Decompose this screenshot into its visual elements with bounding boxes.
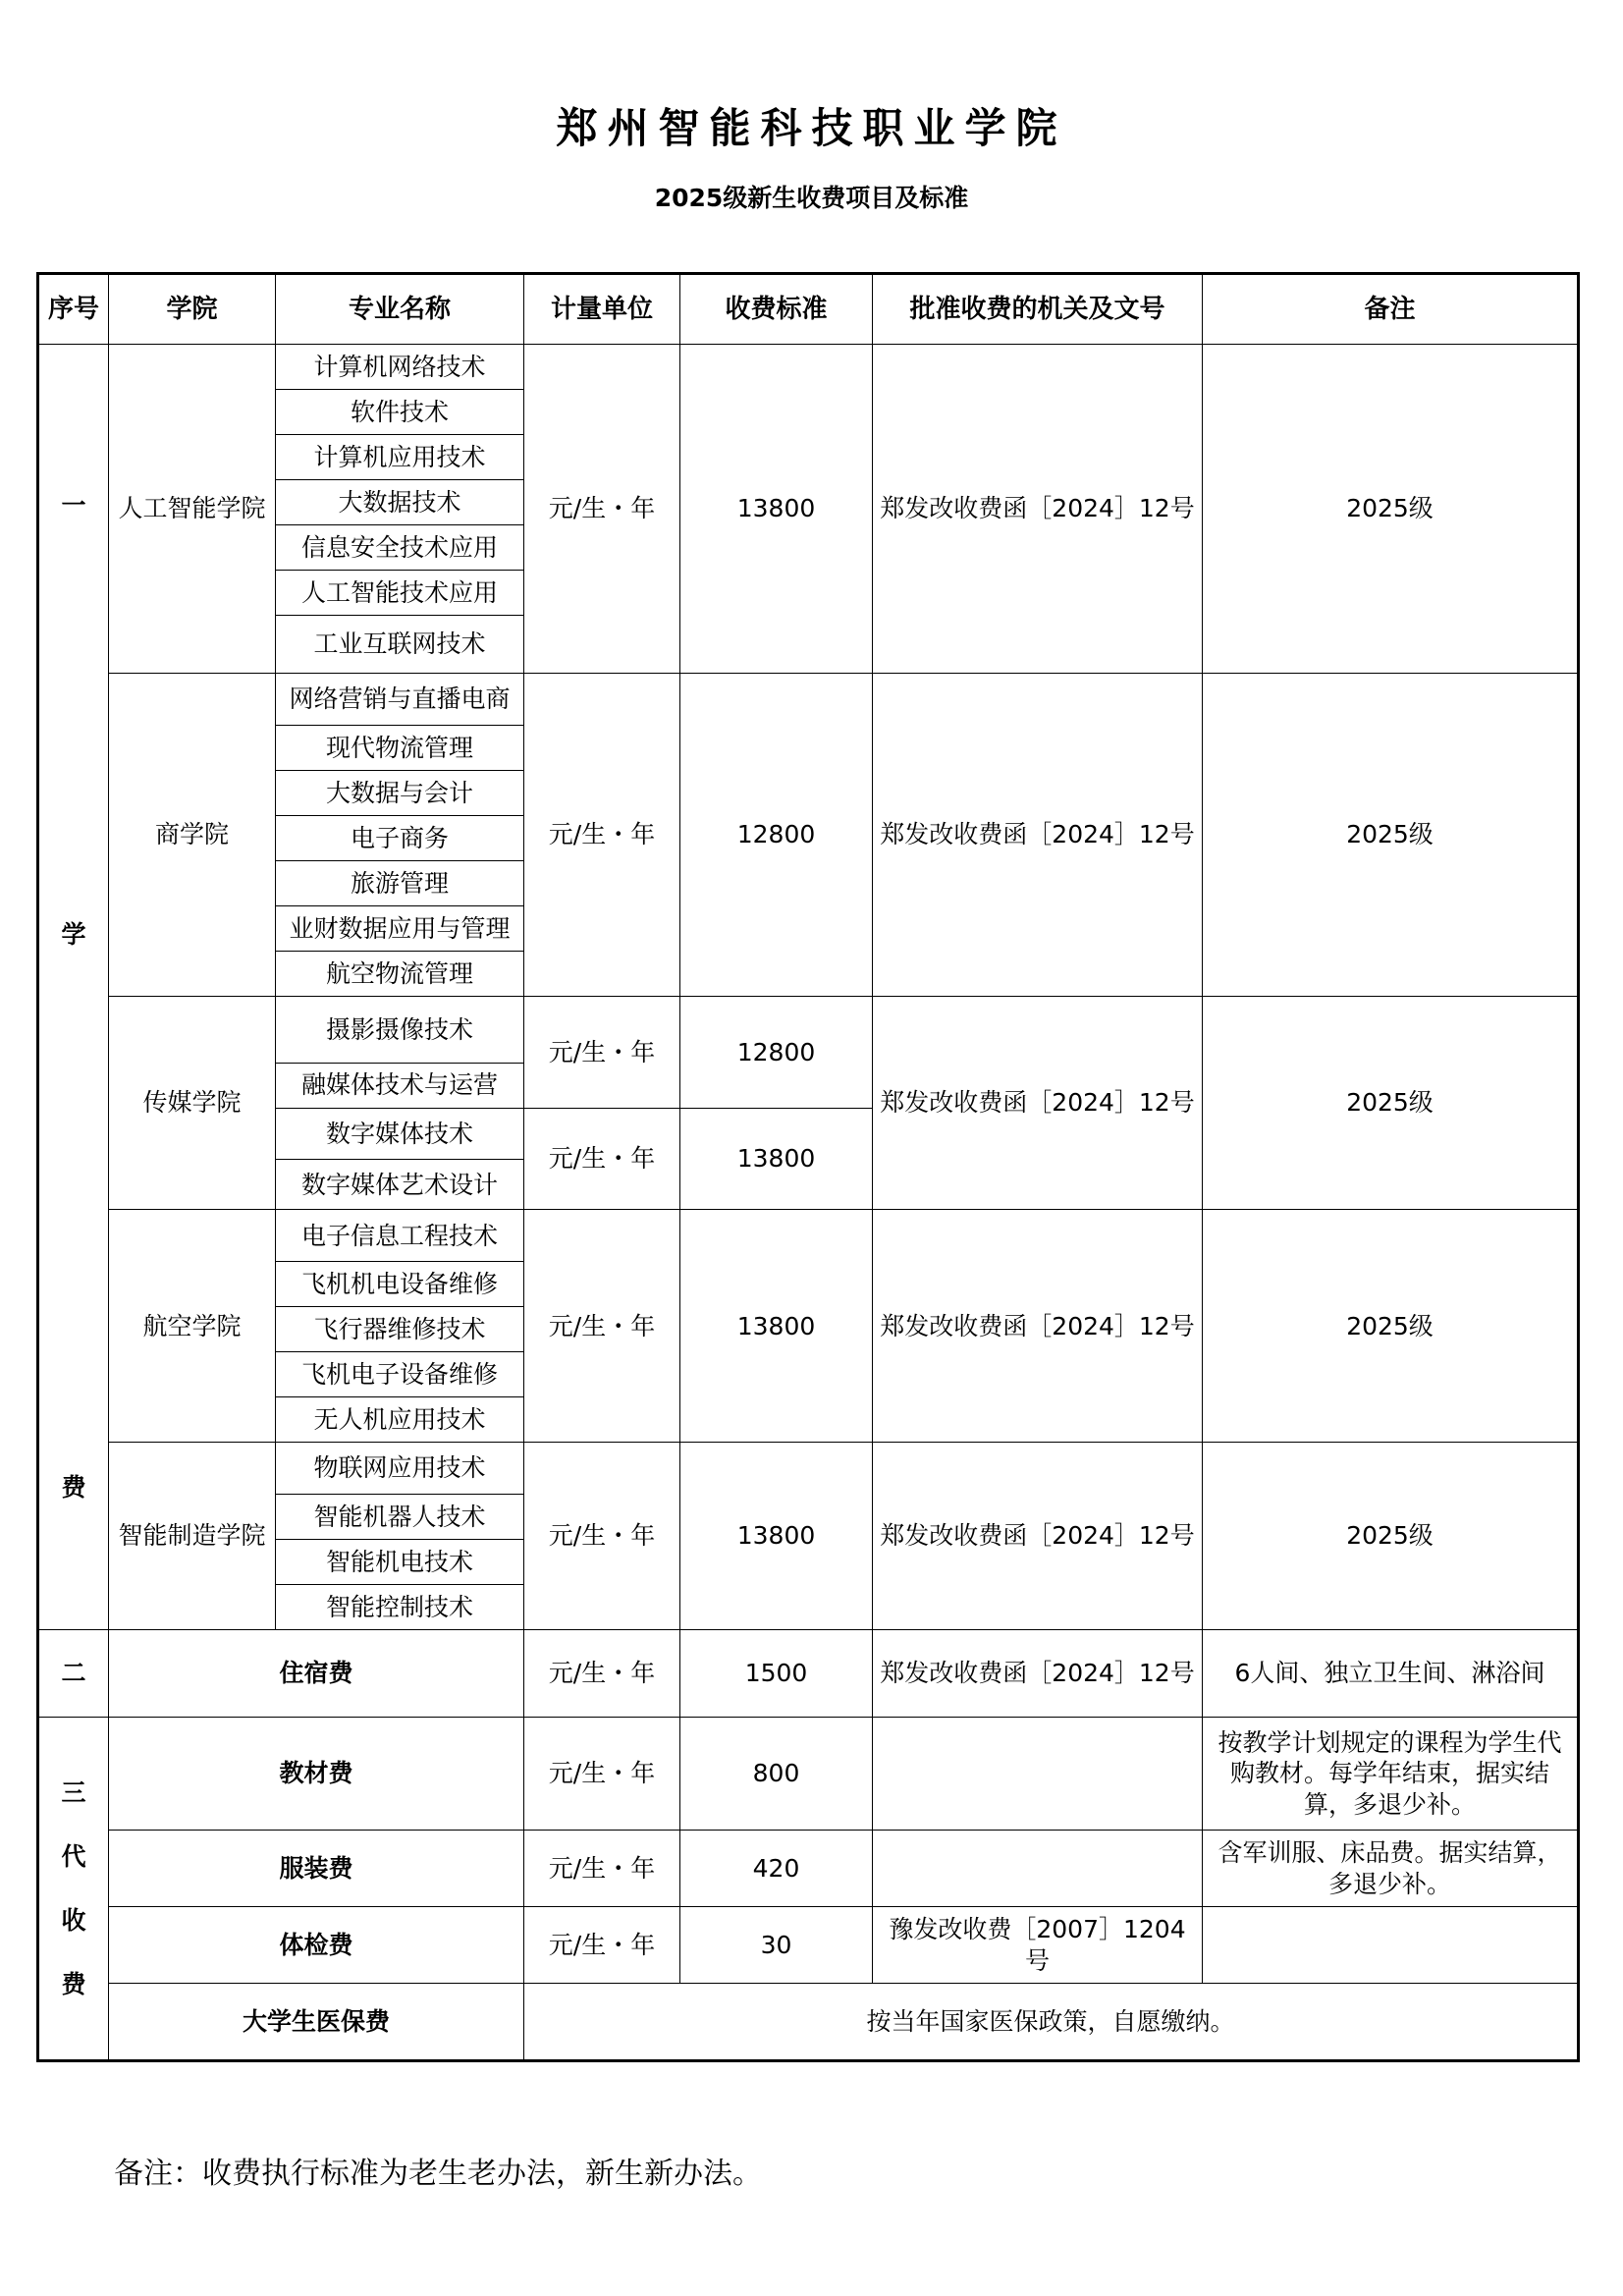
document-title: 郑州智能科技职业学院	[556, 104, 1067, 152]
fee-cell: 420	[680, 1831, 873, 1907]
fee-cell: 12800	[680, 674, 873, 997]
item-name: 体检费	[109, 1907, 524, 1984]
unit-cell: 元/生・年	[524, 345, 680, 674]
unit-cell: 元/生・年	[524, 996, 680, 1108]
fee-cell: 800	[680, 1718, 873, 1831]
fee-cell: 13800	[680, 1210, 873, 1443]
college-name: 传媒学院	[109, 996, 276, 1210]
section-1-seq	[38, 345, 109, 1630]
unit-cell: 元/生・年	[524, 1108, 680, 1210]
approval-cell	[873, 1718, 1203, 1831]
remark-cell: 2025级	[1203, 996, 1579, 1210]
major-name: 智能机器人技术	[276, 1495, 524, 1540]
table-row	[38, 1718, 1579, 1831]
major-name: 飞行器维修技术	[276, 1307, 524, 1352]
item-name: 大学生医保费	[109, 1984, 524, 2061]
section-3-seq	[38, 1718, 109, 2061]
remark-cell: 按教学计划规定的课程为学生代购教材。每学年结束，据实结算，多退少补。	[1203, 1718, 1579, 1831]
footnote: 备注：收费执行标准为老生老办法，新生新办法。	[114, 2157, 762, 2191]
header-major: 专业名称	[276, 274, 524, 345]
fee-cell: 13800	[680, 1108, 873, 1210]
major-name: 摄影摄像技术	[276, 996, 524, 1063]
major-name: 电子商务	[276, 815, 524, 860]
college-name: 智能制造学院	[109, 1443, 276, 1630]
major-name: 人工智能技术应用	[276, 571, 524, 616]
fee-cell: 13800	[680, 345, 873, 674]
fee-table	[36, 272, 1580, 2062]
remark-cell: 2025级	[1203, 1210, 1579, 1443]
unit-cell: 元/生・年	[524, 1210, 680, 1443]
section-2-seq: 二	[38, 1630, 109, 1718]
fee-cell: 1500	[680, 1630, 873, 1718]
section-3-label-char: 三	[61, 1778, 86, 1807]
major-name: 业财数据应用与管理	[276, 905, 524, 951]
major-name: 信息安全技术应用	[276, 525, 524, 571]
section-1-seq-number: 一	[61, 491, 86, 519]
unit-cell: 元/生・年	[524, 1443, 680, 1630]
insurance-note: 按当年国家医保政策，自愿缴纳。	[524, 1984, 1579, 2061]
major-name: 电子信息工程技术	[276, 1210, 524, 1262]
header-remark: 备注	[1203, 274, 1579, 345]
major-name: 智能机电技术	[276, 1540, 524, 1585]
major-name: 飞机电子设备维修	[276, 1352, 524, 1397]
approval-cell: 郑发改收费函［2024］12号	[873, 1210, 1203, 1443]
item-name: 服装费	[109, 1831, 524, 1907]
remark-cell: 含军训服、床品费。据实结算，多退少补。	[1203, 1831, 1579, 1907]
approval-cell: 郑发改收费函［2024］12号	[873, 674, 1203, 997]
section-3-label-char: 收	[61, 1906, 86, 1935]
fee-cell: 13800	[680, 1443, 873, 1630]
major-name: 物联网应用技术	[276, 1443, 524, 1495]
fee-cell: 12800	[680, 996, 873, 1108]
remark-cell: 2025级	[1203, 345, 1579, 674]
major-name: 现代物流管理	[276, 725, 524, 770]
header-unit: 计量单位	[524, 274, 680, 345]
header-college: 学院	[109, 274, 276, 345]
approval-cell: 郑发改收费函［2024］12号	[873, 996, 1203, 1210]
approval-cell: 郑发改收费函［2024］12号	[873, 345, 1203, 674]
table-row	[38, 1907, 1579, 1984]
table-row	[38, 1831, 1579, 1907]
item-name: 教材费	[109, 1718, 524, 1831]
unit-cell: 元/生・年	[524, 1718, 680, 1831]
major-name: 工业互联网技术	[276, 616, 524, 674]
item-name: 住宿费	[109, 1630, 524, 1718]
header-seq: 序号	[38, 274, 109, 345]
approval-cell: 郑发改收费函［2024］12号	[873, 1630, 1203, 1718]
remark-cell: 2025级	[1203, 1443, 1579, 1630]
major-name: 无人机应用技术	[276, 1397, 524, 1443]
unit-cell: 元/生・年	[524, 674, 680, 997]
header-row	[38, 274, 1579, 345]
remark-cell: 2025级	[1203, 674, 1579, 997]
table-row	[38, 1984, 1579, 2061]
major-name: 旅游管理	[276, 860, 524, 905]
major-name: 计算机应用技术	[276, 435, 524, 480]
major-name: 数字媒体技术	[276, 1108, 524, 1160]
section-1-label-char: 学	[61, 920, 86, 949]
approval-cell: 豫发改收费［2007］1204号	[873, 1907, 1203, 1984]
major-name: 网络营销与直播电商	[276, 674, 524, 726]
major-name: 融媒体技术与运营	[276, 1063, 524, 1108]
major-name: 软件技术	[276, 390, 524, 435]
section-3-label-char: 费	[61, 1970, 86, 1998]
section-3-label-char: 代	[61, 1842, 86, 1871]
header-fee: 收费标准	[680, 274, 873, 345]
major-name: 航空物流管理	[276, 951, 524, 996]
fee-cell: 30	[680, 1907, 873, 1984]
major-name: 智能控制技术	[276, 1585, 524, 1630]
approval-cell	[873, 1831, 1203, 1907]
college-name: 航空学院	[109, 1210, 276, 1443]
remark-cell	[1203, 1907, 1579, 1984]
unit-cell: 元/生・年	[524, 1831, 680, 1907]
table-row	[38, 345, 1579, 390]
document-subtitle: 2025级新生收费项目及标准	[654, 184, 969, 212]
remark-cell: 6人间、独立卫生间、淋浴间	[1203, 1630, 1579, 1718]
header-approval: 批准收费的机关及文号	[873, 274, 1203, 345]
major-name: 大数据技术	[276, 480, 524, 525]
unit-cell: 元/生・年	[524, 1630, 680, 1718]
major-name: 飞机机电设备维修	[276, 1262, 524, 1307]
major-name: 大数据与会计	[276, 770, 524, 815]
major-name: 数字媒体艺术设计	[276, 1160, 524, 1210]
major-name: 计算机网络技术	[276, 345, 524, 390]
college-name: 商学院	[109, 674, 276, 997]
section-1-label-char: 费	[61, 1473, 86, 1502]
college-name: 人工智能学院	[109, 345, 276, 674]
approval-cell: 郑发改收费函［2024］12号	[873, 1443, 1203, 1630]
table-row	[38, 1630, 1579, 1718]
unit-cell: 元/生・年	[524, 1907, 680, 1984]
